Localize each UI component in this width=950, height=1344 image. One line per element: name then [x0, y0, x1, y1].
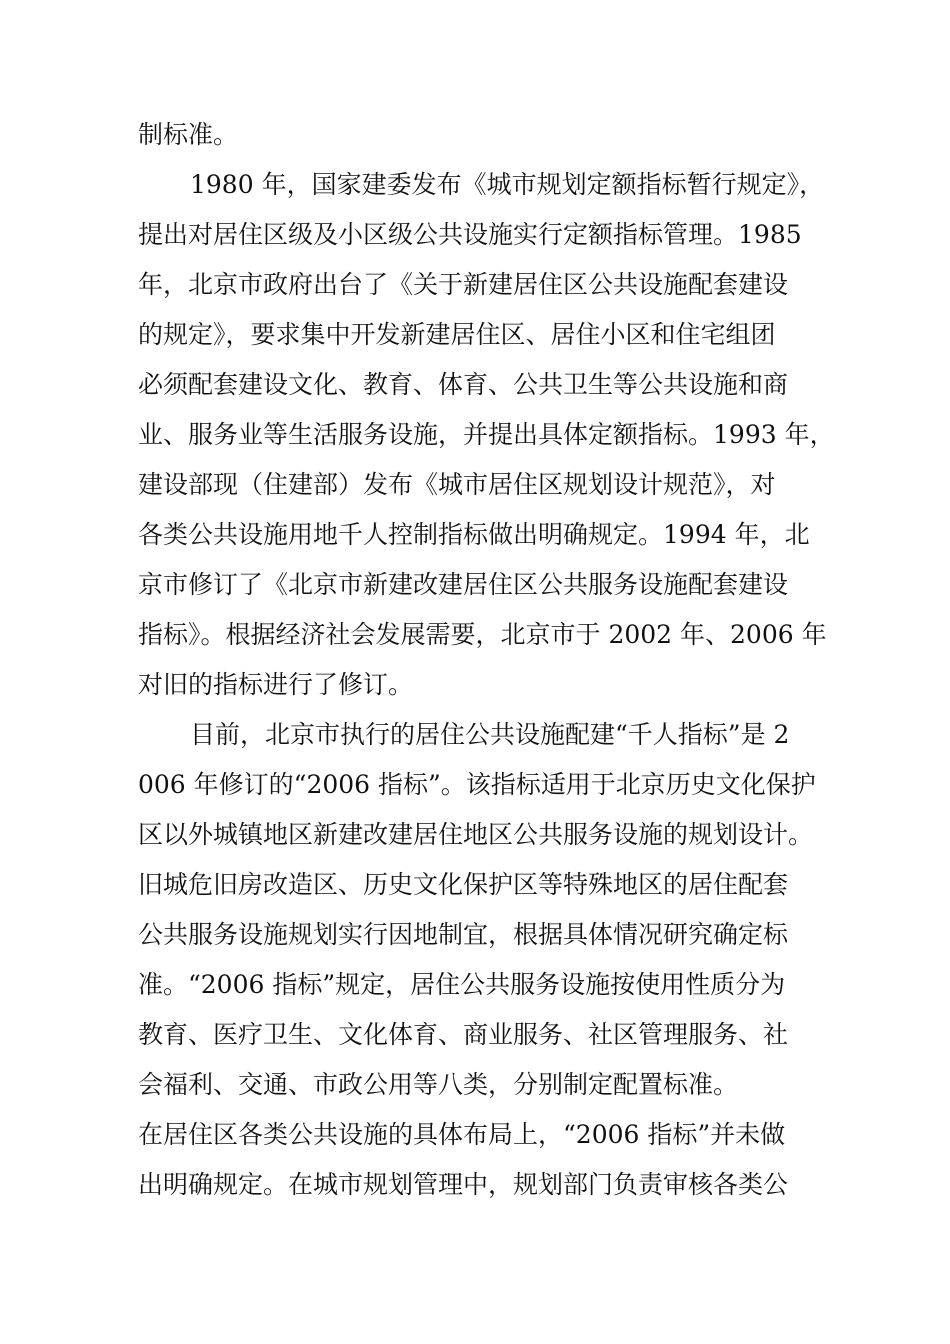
text-line: 各类公共设施用地千人控制指标做出明确规定。1994 年，北 [138, 520, 810, 549]
text-line: 指标》。根据经济社会发展需要，北京市于 2002 年、2006 年 [138, 620, 827, 649]
document-body [138, 110, 835, 1210]
text-line: 提出对居住区级及小区级公共设施实行定额指标管理。1985 [138, 220, 802, 249]
text-line: 区以外城镇地区新建改建居住地区公共服务设施的规划设计。 [138, 820, 814, 849]
text-line: 旧城危旧房改造区、历史文化保护区等特殊地区的居住配套 [138, 870, 789, 899]
text-line: 制标准。 [138, 120, 239, 149]
text-line: 京市修订了《北京市新建改建居住区公共服务设施配套建设 [138, 570, 789, 599]
text-line: 的规定》，要求集中开发新建居住区、居住小区和住宅组团 [138, 320, 776, 349]
text-line: 出明确规定。在城市规划管理中，规划部门负责审核各类公 [138, 1170, 789, 1199]
text-line: 年，北京市政府出台了《关于新建居住区公共设施配套建设 [138, 270, 789, 299]
text-line: 在居住区各类公共设施的具体布局上，“2006 指标”并未做 [138, 1120, 786, 1149]
text-line: 对旧的指标进行了修订。 [138, 670, 414, 699]
text-line: 业、服务业等生活服务设施，并提出具体定额指标。1993 年， [138, 420, 835, 449]
text-line: 会福利、交通、市政公用等八类，分别制定配置标准。 [138, 1070, 739, 1099]
text-line: 公共服务设施规划实行因地制宜，根据具体情况研究确定标 [138, 920, 789, 949]
text-line: 教育、医疗卫生、文化体育、商业服务、社区管理服务、社 [138, 1020, 789, 1049]
text-line: 1980 年，国家建委发布《城市规划定额指标暂行规定》， [190, 170, 825, 199]
text-line: 建设部现（住建部）发布《城市居住区规划设计规范》，对 [138, 470, 776, 499]
text-line: 准。“2006 指标”规定，居住公共服务设施按使用性质分为 [138, 970, 786, 999]
text-line: 006 年修订的“2006 指标”。该指标适用于北京历史文化保护 [138, 770, 816, 799]
text-line: 必须配套建设文化、教育、体育、公共卫生等公共设施和商 [138, 370, 789, 399]
text-line: 目前，北京市执行的居住公共设施配建“千人指标”是 2 [190, 720, 790, 749]
